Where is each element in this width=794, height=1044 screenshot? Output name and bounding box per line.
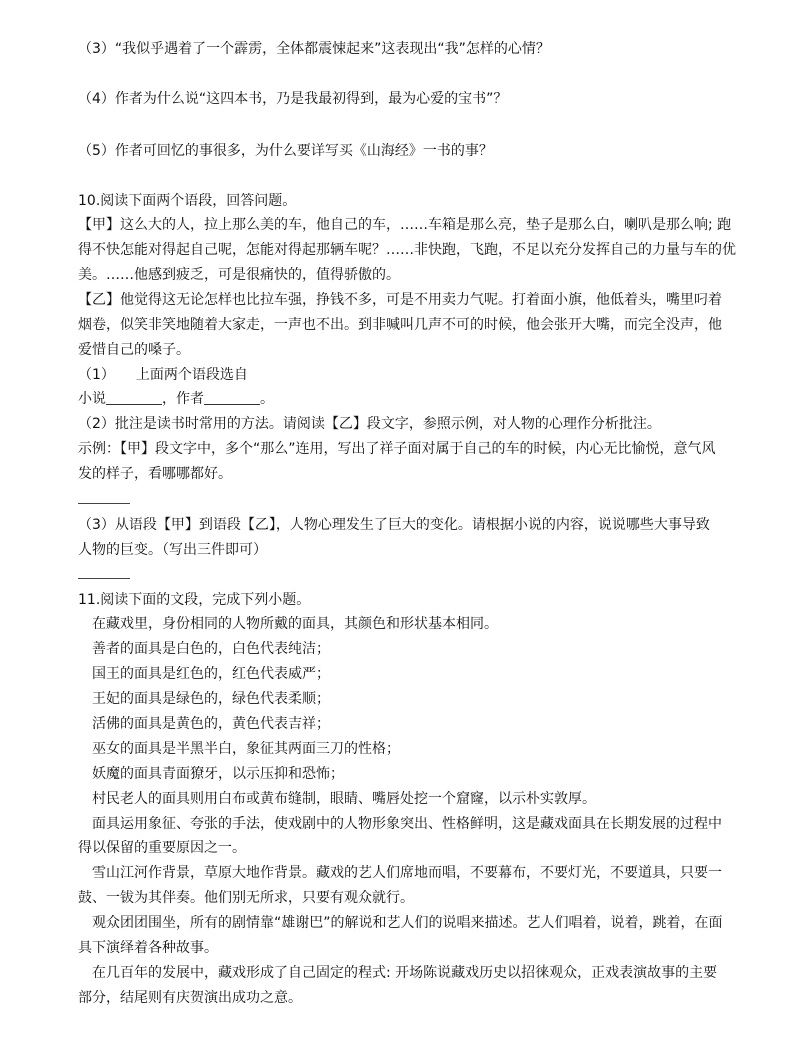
q10-sub1-prompt: （1） 上面两个语段选自 <box>78 367 248 383</box>
q10-sub3-line: 人物的巨变。（写出三件即可） <box>78 542 267 558</box>
q11-text-line: 妖魔的面具青面獠牙，以示压抑和恐怖； <box>92 766 344 782</box>
q10-example-line: 发的样子，看哪哪都好。 <box>78 466 232 482</box>
q11-para1-line: 面具运用象征、夸张的手法，使戏剧中的人物形象突出、性格鲜明，这是藏戏面具在长期发展的过程中 <box>92 816 722 832</box>
q11-text-line: 王妃的面具是绿色的，绿色代表柔顺； <box>92 691 330 707</box>
q11-para3-line: 观众团团围坐，所有的剧情靠“雄谢巴”的解说和艺人们的说唱来描述。艺人们唱着，说着，跳着，在面 <box>92 915 723 931</box>
q11-para4-line: 在几百年的发展中，藏戏形成了自己固定的程式: 开场陈说藏戏历史以招徕观众，正戏表演故事的主要 <box>92 965 718 981</box>
q10-sub1-end: 。 <box>260 391 274 407</box>
q10-yi-line: 爱惜自己的嗓子。 <box>78 342 190 358</box>
q10-sub1-fill <box>78 390 754 408</box>
q10-sub1-novel-label: 小说 <box>78 391 106 407</box>
novel-answer-blank[interactable] <box>106 390 162 405</box>
q11-para2-line: 鼓、一钹为其伴奏。他们别无所求，只要有观众就行。 <box>78 890 414 906</box>
q10-yi-line: 烟卷，似笑非笑地随着大家走，一声也不出。到非喊叫几声不可的时候，他会张开大嘴，而完全没声，他 <box>78 317 722 333</box>
author-answer-blank[interactable] <box>204 390 260 405</box>
q11-para2-line: 雪山江河作背景，草原大地作背景。藏戏的艺人们席地而唱，不要幕布，不要灯光，不要道具，只要一 <box>92 865 722 881</box>
q10-yi-line: 【乙】他觉得这无论怎样也比拉车强，挣钱不多，可是不用卖力气呢。打着面小旗，他低着头，嘴里叼着 <box>78 292 722 308</box>
q9-sub4: （4）作者为什么说“这四本书，乃是我最初得到，最为心爱的宝书”？ <box>78 91 508 107</box>
q10-jia-line: 美。……他感到疲乏，可是很痛快的，值得骄傲的。 <box>78 267 400 283</box>
q11-text-line: 国王的面具是红色的，红色代表威严； <box>92 666 330 682</box>
q9-sub5: （5）作者可回忆的事很多，为什么要详写买《山海经》一书的事？ <box>78 143 493 159</box>
q10-sub2-answer-line[interactable] <box>78 503 130 504</box>
q10-sub2: （2）批注是读书时常用的方法。请阅读【乙】段文字，参照示例，对人物的心理作分析批注。 <box>78 416 661 432</box>
q11-text-line: 村民老人的面具则用白布或黄布缝制，眼睛、嘴唇处挖一个窟窿，以示朴实敦厚。 <box>92 791 596 807</box>
q10-sub3-line: （3）从语段【甲】到语段【乙】，人物心理发生了巨大的变化。请根据小说的内容，说说哪些大事导致 <box>78 517 710 533</box>
q10-example-line: 示例：【甲】段文字中，多个“那么”连用，写出了祥子面对属于自己的车的时候，内心无比愉悦，意气风 <box>78 441 716 457</box>
q10-jia-line: 得不快怎能对得起自己呢，怎能对得起那辆车呢？……非快跑，飞跑，不足以充分发挥自己的力量与车的优 <box>78 242 736 258</box>
q11-para3-line: 具下演绎着各种故事。 <box>78 940 218 956</box>
q11-text-line: 巫女的面具是半黑半白，象征其两面三刀的性格； <box>92 741 400 757</box>
q11-text-line: 在藏戏里，身份相同的人物所戴的面具，其颜色和形状基本相同。 <box>92 616 498 632</box>
q10-sub3-answer-line[interactable] <box>78 578 130 579</box>
q11-para4-line: 部分，结尾则有庆贺演出成功之意。 <box>78 990 302 1006</box>
q11-heading: 11.阅读下面的文段，完成下列小题。 <box>78 592 311 608</box>
q11-para1-line: 得以保留的重要原因之一。 <box>78 840 246 856</box>
q10-sub1-author-label: ，作者 <box>162 391 204 407</box>
q10-jia-line: 【甲】这么大的人，拉上那么美的车，他自己的车，……车箱是那么亮，垫子是那么白，喇叭是那么响; 跑 <box>78 217 732 233</box>
q9-sub3: （3）“我似乎遇着了一个霹雳，全体都震悚起来”这表现出“我”怎样的心情？ <box>78 41 550 57</box>
q11-text-line: 善者的面具是白色的，白色代表纯洁； <box>92 641 330 657</box>
q10-heading: 10.阅读下面两个语段，回答问题。 <box>78 193 297 209</box>
q11-text-line: 活佛的面具是黄色的，黄色代表吉祥； <box>92 716 330 732</box>
